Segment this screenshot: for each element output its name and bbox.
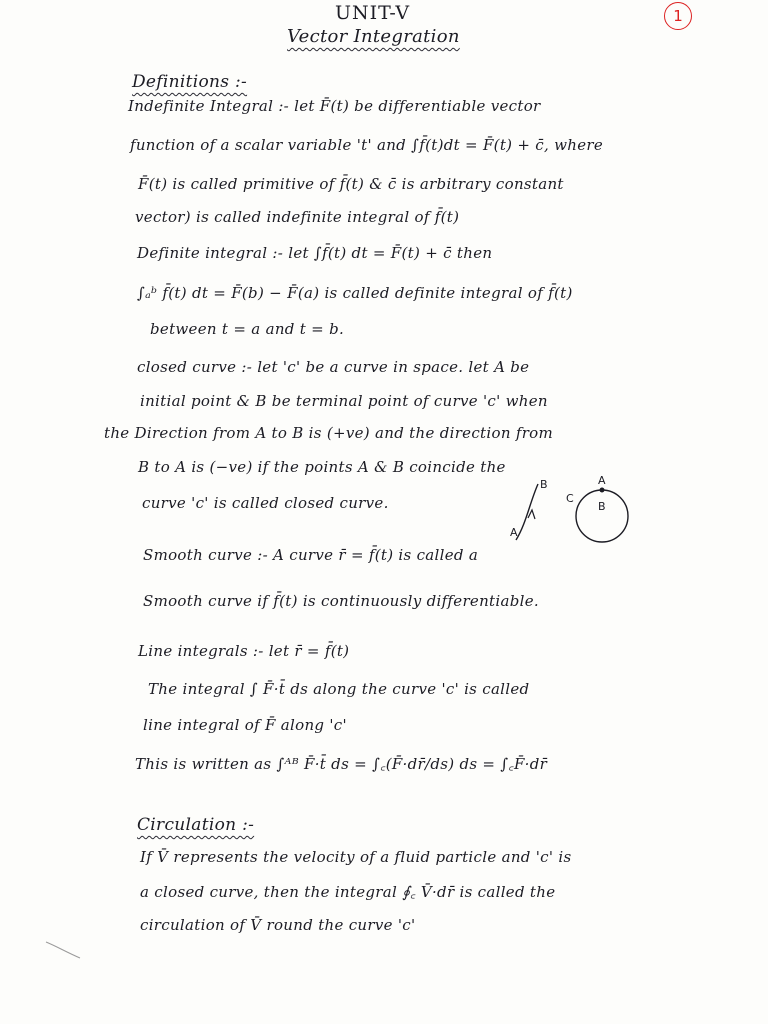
page-title: Vector Integration (287, 26, 460, 47)
closed-curve-label-a: A (598, 474, 606, 487)
line-integrals-line-4: This is written as ∫ᴬᴮ F̄·t̄ ds = ∫꜀(F̄·dr̄/ds) ds = ∫꜀F̄·dr̄ (135, 755, 548, 773)
definitions-heading: Definitions :- (132, 72, 248, 92)
smooth-curve-line-1: Smooth curve :- A curve r̄ = f̄(t) is called a (143, 546, 479, 564)
scan-artifact-mark (44, 938, 84, 962)
smooth-curve-line-2: Smooth curve if f̄(t) is continuously differentiable. (143, 592, 539, 610)
definite-integral-line-3: between t = a and t = b. (150, 320, 345, 338)
circulation-heading: Circulation :- (137, 815, 255, 835)
indefinite-integral-line-2: function of a scalar variable 't' and ∫f̄(t)dt = F̄(t) + c̄, where (130, 136, 604, 154)
closed-curve-label-b: B (598, 500, 606, 513)
unit-heading: UNIT-V (335, 2, 411, 24)
curve-arrow-icon (528, 510, 535, 519)
circulation-line-2: a closed curve, then the integral ∮꜀ V̄·dr̄ is called the (140, 883, 556, 901)
page-number-badge: 1 (664, 2, 692, 30)
line-integrals-line-3: line integral of F̄ along 'c' (143, 716, 347, 734)
open-curve-label-b: B (540, 478, 548, 491)
closed-curve-figure (508, 474, 648, 546)
line-integrals-line-2: The integral ∫ F̄·t̄ ds along the curve 'c' is called (148, 680, 530, 698)
definite-integral-line-1: Definite integral :- let ∫f̄(t) dt = F̄(t) + c̄ then (137, 244, 493, 262)
closed-curve-label-c: C (566, 492, 574, 505)
open-curve-label-a: A (510, 526, 518, 539)
open-curve-path (516, 484, 538, 540)
closed-curve-circle (576, 490, 628, 542)
line-integrals-line-1: Line integrals :- let r̄ = f̄(t) (138, 642, 350, 660)
circulation-line-1: If V̄ represents the velocity of a fluid particle and 'c' is (140, 848, 572, 866)
closed-curve-line-3: the Direction from A to B is (+ve) and the direction from (104, 424, 554, 442)
closed-curve-line-2: initial point & B be terminal point of curve 'c' when (140, 392, 548, 410)
indefinite-integral-line-3: F̄(t) is called primitive of f̄(t) & c̄ is arbitrary constant (138, 175, 564, 193)
coincident-point-dot (600, 488, 605, 493)
indefinite-integral-line-1: Indefinite Integral :- let F̄(t) be differentiable vector (128, 97, 541, 115)
circulation-line-3: circulation of V̄ round the curve 'c' (140, 916, 416, 934)
closed-curve-line-5: curve 'c' is called closed curve. (142, 494, 389, 512)
closed-curve-line-4: B to A is (−ve) if the points A & B coincide the (138, 458, 506, 476)
closed-curve-line-1: closed curve :- let 'c' be a curve in space. let A be (137, 358, 530, 376)
definite-integral-line-2: ∫ₐᵇ f̄(t) dt = F̄(b) − F̄(a) is called definite integral of f̄(t) (137, 284, 573, 302)
indefinite-integral-line-4: vector) is called indefinite integral of f̄(t) (135, 208, 460, 226)
